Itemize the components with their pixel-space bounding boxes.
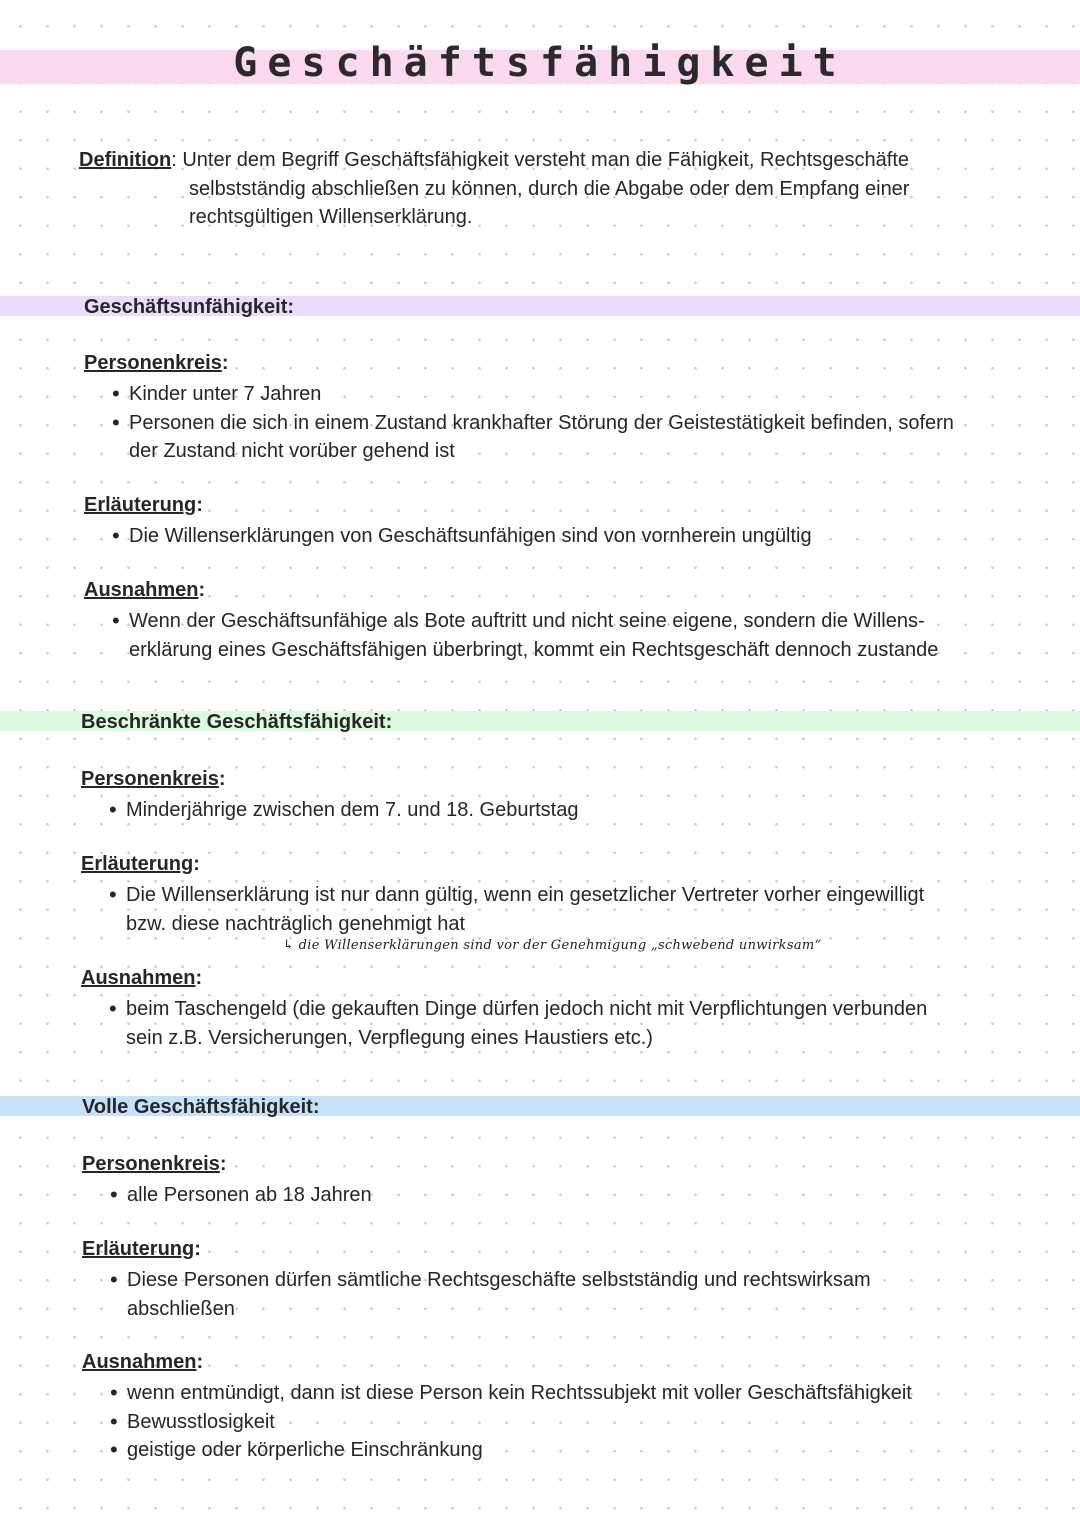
section-heading-volle: Volle Geschäftsfähigkeit: (82, 1096, 320, 1118)
ausnahmen-list (112, 607, 938, 664)
personenkreis-label: Personenkreis: (82, 1153, 227, 1175)
list-item: • beim Taschengeld (die gekauften Dinge dürfen jedoch nicht mit Verpflichtungen verbunden sein z.B. Versicherungen, Verpflegung eines Haustiers etc.) (109, 995, 927, 1052)
list-item: • wenn entmündigt, dann ist diese Person kein Rechtssubjekt mit voller Geschäftsfähigkeit (110, 1379, 912, 1408)
erlaeuterung-label: Erläuterung: (82, 1238, 201, 1260)
definition-line-1: Definition: Unter dem Begriff Geschäftsfähigkeit versteht man die Fähigkeit, Rechtsgeschäfte (79, 149, 910, 171)
personenkreis-list (109, 796, 578, 825)
ausnahmen-list (110, 1379, 912, 1465)
list-item: • Diese Personen dürfen sämtliche Rechtsgeschäfte selbstständig und rechtswirksam abschließen (110, 1266, 871, 1323)
list-item: • Bewusstlosigkeit (110, 1408, 912, 1437)
list-item: • alle Personen ab 18 Jahren (110, 1181, 372, 1210)
handwritten-note: ↳ die Willenserklärungen sind vor der Genehmigung „schwebend unwirksam“ (283, 938, 822, 953)
personenkreis-label: Personenkreis: (81, 768, 226, 790)
ausnahmen-label: Ausnahmen: (82, 1351, 204, 1373)
section-heading-beschraenkte: Beschränkte Geschäftsfähigkeit: (81, 711, 393, 733)
definition-label: Definition (79, 149, 172, 171)
erlaeuterung-label: Erläuterung: (81, 853, 200, 875)
list-item: • geistige oder körperliche Einschränkung (110, 1436, 912, 1465)
definition-line-3: rechtsgültigen Willenserklärung. (189, 206, 473, 228)
list-item: • Personen die sich in einem Zustand krankhafter Störung der Geistestätigkeit befinden, sofern der Zustand nicht vorüber gehend ist (112, 409, 954, 466)
erlaeuterung-label: Erläuterung: (84, 494, 203, 516)
page-title: Geschäftsfähigkeit (233, 40, 847, 86)
definition-block (79, 146, 979, 232)
section-heading-geschaeftsunfaehigkeit: Geschäftsunfähigkeit: (84, 296, 295, 318)
list-item: • Kinder unter 7 Jahren (112, 380, 954, 409)
list-item: • Die Willenserklärung ist nur dann gültig, wenn ein gesetzlicher Vertreter vorher eingewilligt bzw. diese nachträglich genehmigt hat (109, 881, 924, 938)
list-item: • Minderjährige zwischen dem 7. und 18. Geburtstag (109, 796, 578, 825)
erlaeuterung-list (109, 881, 924, 938)
personenkreis-label: Personenkreis: (84, 352, 229, 374)
list-item: • Die Willenserklärungen von Geschäftsunfähigen sind von vornherein ungültig (112, 522, 812, 551)
erlaeuterung-list (112, 522, 812, 551)
list-item: • Wenn der Geschäftsunfähige als Bote auftritt und nicht seine eigene, sondern die Willens- erklärung eines Geschäftsfähigen überbringt, kommt ein Rechtsgeschäft dennoch zustande (112, 607, 938, 664)
personenkreis-list (110, 1181, 372, 1210)
ausnahmen-label: Ausnahmen: (81, 967, 203, 989)
ausnahmen-list (109, 995, 927, 1052)
personenkreis-list (112, 380, 954, 466)
ausnahmen-label: Ausnahmen: (84, 579, 206, 601)
erlaeuterung-list (110, 1266, 871, 1323)
definition-line-2: selbstständig abschließen zu können, durch die Abgabe oder dem Empfang einer (189, 177, 910, 200)
